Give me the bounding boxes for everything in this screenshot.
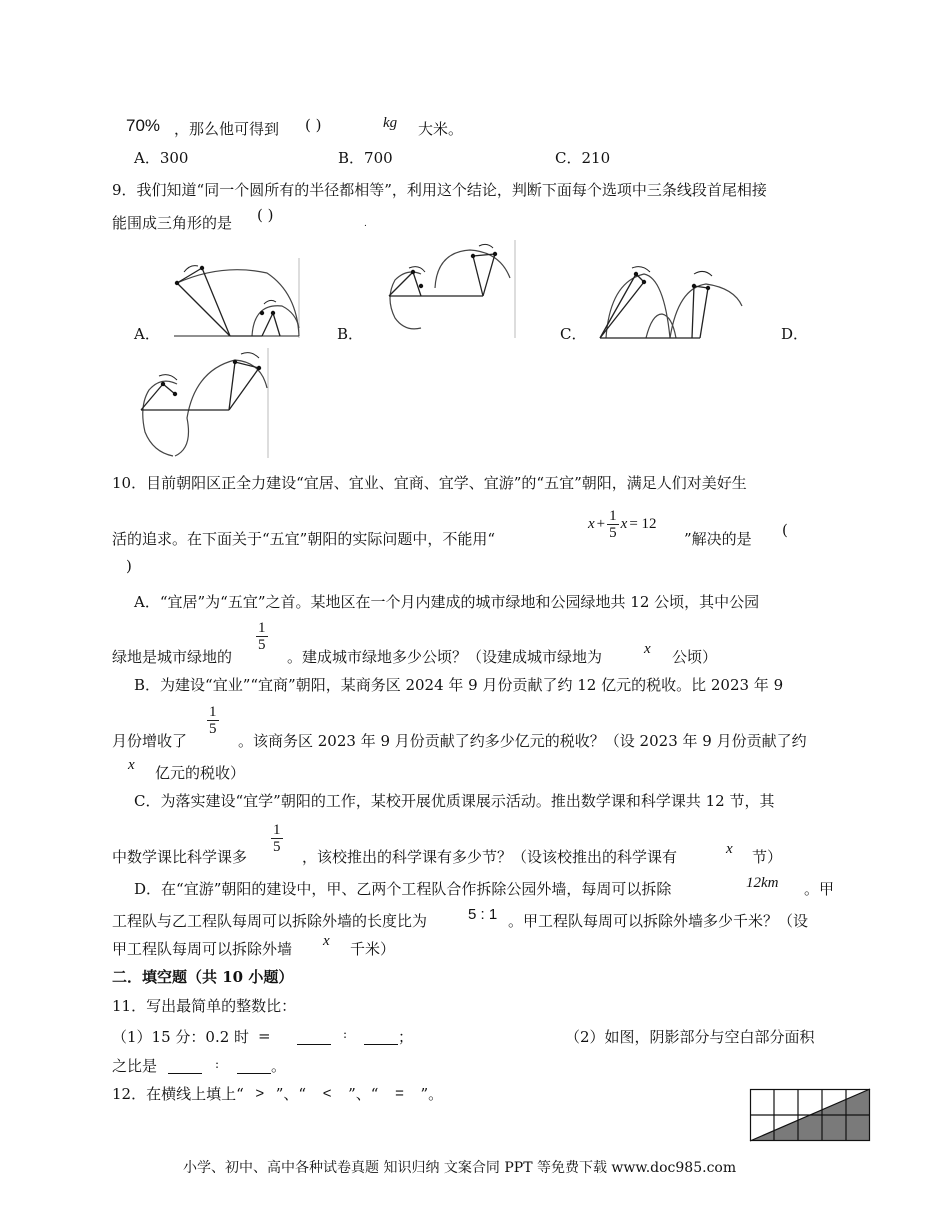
q10-d-line3a: 甲工程队每周可以拆除外墙 — [112, 940, 293, 958]
q11-period: 。 — [271, 1057, 287, 1075]
q11-blank-3[interactable] — [168, 1059, 202, 1074]
q10-c-fraction-num: 1 — [273, 822, 281, 838]
q10-a-line1[interactable]: A．“宜居”为“五宜”之首。某地区在一个月内建成的城市绿地和公园绿地共 12 公顷，其中公园 — [134, 593, 760, 611]
q12-gt: > — [255, 1085, 265, 1102]
q9-dot: . — [364, 219, 367, 229]
q10-line1: 10．目前朝阳区正全力建设“宜居、宜业、宜商、宜学、宜游”的“五宜”朝阳，满足人们对美好生 — [112, 474, 747, 492]
q10-d-var: x — [323, 933, 330, 949]
q11-colon-2: : — [215, 1057, 220, 1071]
q10-a-fraction-den: 5 — [258, 637, 266, 653]
q10-b-line3: 亿元的税收） — [155, 764, 246, 782]
q8-option-b[interactable]: B．700 — [338, 149, 393, 167]
equation-x: x — [588, 516, 595, 532]
q8-option-c[interactable]: C．210 — [555, 149, 611, 167]
q12-eq: = — [395, 1085, 404, 1102]
q10-c-line1[interactable]: C．为落实建设“宜学”朝阳的工作，某校开展优质课展示活动。推出数学课和科学课共 12 节，其 — [134, 792, 775, 810]
q10-b-fraction — [207, 704, 219, 737]
q11-part1: （1）15 分：0.2 时 — [112, 1028, 250, 1046]
q10-a-fraction — [256, 620, 268, 653]
q9-option-d-label[interactable]: D． — [781, 325, 809, 343]
figure-option-b — [375, 238, 517, 338]
q10-a-line2c: 公顷） — [672, 648, 718, 666]
q11-blank-2[interactable] — [364, 1030, 398, 1045]
q10-d-ratio: 5 : 1 — [468, 906, 498, 923]
shaded-grid-figure — [750, 1089, 870, 1141]
percent-value: 70% — [126, 116, 161, 135]
q10-a-line2a: 绿地是城市绿地的 — [112, 648, 233, 666]
q10-b-fraction-den: 5 — [209, 721, 217, 737]
equation-x2: x — [620, 516, 628, 532]
equation-rhs: = 12 — [629, 516, 657, 532]
q10-a-line2b: 。建成城市绿地多少公顷？（设建成城市绿地为 — [287, 648, 603, 666]
q10-d-line2a: 工程队与乙工程队每周可以拆除外墙的长度比为 — [112, 912, 428, 930]
q11-blank-1[interactable] — [297, 1030, 331, 1045]
q9-line2: 能围成三角形的是 — [112, 214, 233, 232]
q12-text-b: ”、“ — [275, 1085, 307, 1103]
q10-a-fraction-num: 1 — [258, 620, 266, 636]
q10-d-line1b: 。甲 — [804, 880, 835, 898]
q10-paren-open: ( — [782, 521, 788, 539]
q10-c-line2c: 节） — [752, 848, 783, 866]
q8-answer-paren: ( ) — [305, 116, 322, 134]
q10-c-var: x — [726, 841, 733, 857]
q12-text-c: ”、“ — [348, 1085, 379, 1103]
equation-fraction-num: 1 — [609, 508, 617, 524]
unit-kg: kg — [383, 115, 398, 131]
q9-answer-paren: ( ) — [257, 206, 274, 224]
footer-text[interactable]: 小学、初中、高中各种试卷真题 知识归纳 文案合同 PPT 等免费下载 www.doc985.com — [183, 1160, 737, 1176]
q11-colon-1: : — [343, 1027, 348, 1041]
q11-part2-cont: 之比是 — [112, 1057, 158, 1075]
q10-b-line2a: 月份增收了 — [112, 732, 188, 750]
q9-option-b-label[interactable]: B． — [337, 325, 364, 343]
figure-option-d — [125, 348, 270, 460]
equation-plus: + — [596, 516, 606, 532]
q10-c-line2b: ，该校推出的科学课有多少节？（设该校推出的科学课有 — [302, 848, 678, 866]
q10-d-line2b: 。甲工程队每周可以拆除外墙多少千米？（设 — [508, 912, 809, 930]
equation — [588, 508, 657, 541]
q10-d-line3b: 千米） — [350, 940, 396, 958]
q8-option-a[interactable]: A．300 — [134, 149, 189, 167]
q11-blank-4[interactable] — [237, 1059, 271, 1074]
q12-lt: < — [322, 1085, 332, 1102]
q10-d-line1a[interactable]: D．在“宜游”朝阳的建设中，甲、乙两个工程队合作拆除公园外墙，每周可以拆除 — [134, 880, 672, 898]
equation-fraction-den: 5 — [609, 525, 617, 541]
q10-c-line2a: 中数学课比科学课多 — [112, 848, 248, 866]
q11-part2: （2）如图，阴影部分与空白部分面积 — [565, 1028, 815, 1046]
q9-option-a-label[interactable]: A． — [134, 325, 160, 343]
q12-text-a: 12．在横线上填上“ — [112, 1085, 244, 1103]
q10-b-line1[interactable]: B．为建设“宜业”“宜商”朝阳，某商务区 2024 年 9 月份贡献了约 12 亿元的税收。比 2023 年 9 — [134, 676, 784, 694]
q8-tail: 大米。 — [418, 120, 464, 138]
q12-line — [112, 1084, 443, 1104]
figure-option-a — [172, 258, 304, 340]
q10-d-km: 12km — [746, 875, 779, 891]
q10-paren-close: ) — [126, 557, 132, 575]
q9-line1: 9．我们知道“同一个圆所有的半径都相等”，利用这个结论，判断下面每个选项中三条线段首尾相接 — [112, 181, 767, 199]
q12-text-d: ”。 — [420, 1085, 444, 1103]
q10-b-var: x — [128, 757, 135, 773]
q10-a-var: x — [644, 641, 651, 657]
q10-line2-b: ”解决的是 — [684, 530, 752, 548]
q11-title: 11．写出最简单的整数比： — [112, 997, 297, 1015]
q8-text: ，那么他可得到 — [174, 120, 280, 138]
q10-b-line2b: 。该商务区 2023 年 9 月份贡献了约多少亿元的税收？（设 2023 年 9 月份贡献了约 — [238, 732, 807, 750]
section-title: 二．填空题（共 10 小题） — [112, 968, 294, 986]
equation-fraction — [607, 508, 619, 541]
q10-b-fraction-num: 1 — [209, 704, 217, 720]
q11-semicolon: ； — [398, 1028, 414, 1046]
figure-option-c — [596, 264, 744, 342]
q10-c-fraction — [271, 822, 283, 855]
q9-option-c-label[interactable]: C． — [560, 325, 587, 343]
q10-line2-a: 活的追求。在下面关于“五宜”朝阳的实际问题中，不能用“ — [112, 530, 496, 548]
q11-equals: = — [258, 1027, 271, 1045]
q10-c-fraction-den: 5 — [273, 839, 281, 855]
